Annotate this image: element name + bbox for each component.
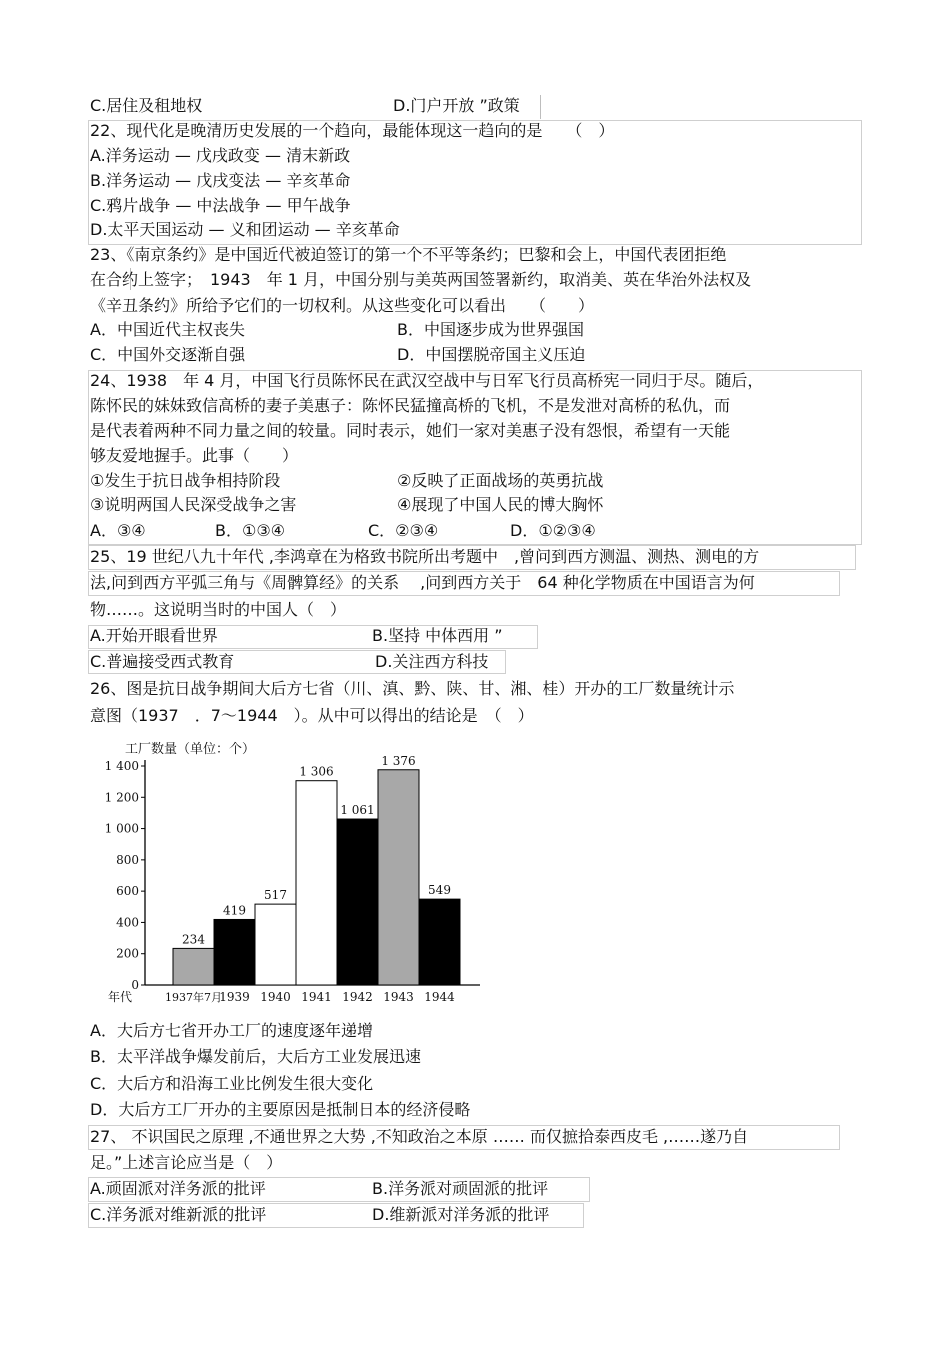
q22-option-a: A.洋务运动 — 戊戌政变 — 清末新政 [90, 146, 351, 165]
chart-y-axis-label: 工厂数量（单位：个） [125, 742, 256, 757]
q23-stem-line-2: 在合约上签字； 1943 年 1 月，中国分别与美英两国签署新约，取消美、英在华治外法权及 [90, 270, 752, 289]
chart-y-tick-label: 200 [116, 946, 139, 961]
chart-y-tick-label: 0 [131, 978, 139, 992]
q27-option-d: D.维新派对洋务派的批评 [372, 1205, 550, 1224]
q23-option-c: C．中国外交逐渐自强 [90, 345, 246, 364]
chart-bar-1942 [337, 819, 378, 985]
q27-stem-line-1: 27、 不识国民之原理 ,不通世界之大势 ,不知政治之本原 …… 而仅摭拾泰西皮毛 ,……遂乃自 [90, 1127, 749, 1146]
q26-option-b: B．太平洋战争爆发前后，大后方工业发展迅速 [90, 1047, 421, 1066]
q23-option-a: A．中国近代主权丧失 [90, 320, 245, 339]
q25-option-c: C.普遍接受西式教育 [90, 652, 235, 671]
q27-option-c: C.洋务派对维新派的批评 [90, 1205, 267, 1224]
q27-option-a: A.顽固派对洋务派的批评 [90, 1179, 266, 1198]
chart-x-tick-label: 1943 [383, 990, 414, 1004]
chart-data-label: 549 [428, 883, 451, 898]
chart-y-tick-label: 400 [116, 915, 139, 930]
q24-option-a: A．③④ [90, 521, 146, 540]
q26-option-c: C．大后方和沿海工业比例发生很大变化 [90, 1074, 374, 1093]
q27-option-b: B.洋务派对顽固派的批评 [372, 1179, 549, 1198]
chart-y-tick-label: 800 [116, 852, 139, 867]
chart-bar-1940 [255, 904, 296, 985]
chart-x-tick-label: 1939 [219, 990, 250, 1004]
chart-data-label: 1 306 [299, 764, 334, 779]
q24-stem-line-3: 是代表着两种不同力量之间的较量。同时表示，她们一家对美惠子没有怨恨，希望有一天能 [90, 421, 731, 440]
factory-count-bar-chart [90, 736, 490, 1016]
chart-bar-1943 [378, 770, 419, 985]
q24-item-3: ③说明两国人民深受战争之害 [90, 495, 297, 514]
q21-option-d: D.门户开放 ”政策 [393, 96, 520, 115]
q23-stem-line-3: 《辛丑条约》所给予它们的一切权利。从这些变化可以看出 （ ） [90, 296, 595, 315]
chart-bar-1941 [296, 781, 337, 985]
chart-x-tick-label: 1942 [342, 990, 373, 1004]
q24-option-b: B．①③④ [215, 521, 286, 540]
q24-item-4: ④展现了中国人民的博大胸怀 [397, 495, 604, 514]
chart-y-tick-label: 1 000 [104, 821, 139, 836]
q26-stem-line-2: 意图（1937 ．7～1944 ）。从中可以得出的结论是 （ ） [90, 706, 534, 725]
chart-y-tick-label: 1 200 [104, 790, 139, 805]
chart-bar-1937年7月 [173, 948, 214, 985]
chart-data-label: 517 [264, 888, 287, 903]
chart-data-label: 1 061 [340, 803, 375, 818]
chart-x-tick-label: 1940 [260, 990, 291, 1004]
q24-option-d: D．①②③④ [510, 521, 596, 540]
q24-stem-line-4: 够友爱地握手。此事（ ） [90, 446, 299, 465]
q25-option-b: B.坚持 中体西用 ” [372, 626, 503, 645]
q21-option-c: C.居住及租地权 [90, 96, 203, 115]
chart-bar-1939 [214, 919, 255, 985]
q22-option-b: B.洋务运动 — 戊戌变法 — 辛亥革命 [90, 171, 351, 190]
q24-stem-line-1: 24、1938 年 4 月，中国飞行员陈怀民在武汉空战中与日军飞行员高桥宪一同归于尽。随后， [90, 371, 764, 390]
q25-stem-line-2: 法,问到西方平弧三角与《周髀算经》的关系 ,问到西方关于 64 种化学物质在中国语言为何 [90, 573, 755, 592]
q25-option-a: A.开始开眼看世界 [90, 626, 218, 645]
chart-x-axis-label: 年代 [107, 990, 133, 1004]
q23-stem-line-1: 23、《南京条约》是中国近代被迫签订的第一个不平等条约；巴黎和会上，中国代表团拒绝 [90, 245, 727, 264]
scan-frame [540, 95, 541, 119]
chart-data-label: 234 [182, 932, 205, 947]
q22-stem: 22、现代化是晚清历史发展的一个趋向，最能体现这一趋向的是 （ ） [90, 121, 615, 140]
q24-item-2: ②反映了正面战场的英勇抗战 [397, 471, 604, 490]
q22-option-c: C.鸦片战争 — 中法战争 — 甲午战争 [90, 196, 351, 215]
q25-option-d: D.关注西方科技 [375, 652, 489, 671]
q24-item-1: ①发生于抗日战争相持阶段 [90, 471, 281, 490]
q26-stem-line-1: 26、图是抗日战争期间大后方七省（川、滇、黔、陕、甘、湘、桂）开办的工厂数量统计示 [90, 679, 735, 698]
chart-x-tick-label: 1937年7月 [165, 991, 222, 1004]
chart-y-tick-label: 600 [116, 884, 139, 899]
q23-option-d: D．中国摆脱帝国主义压迫 [397, 345, 586, 364]
q27-stem-line-2: 足。”上述言论应当是（ ） [90, 1153, 283, 1172]
chart-data-label: 419 [223, 903, 246, 918]
q24-stem-line-2: 陈怀民的妹妹致信高桥的妻子美惠子：陈怀民猛撞高桥的飞机，不是发泄对高桥的私仇，而 [90, 396, 731, 415]
q25-stem-line-1: 25、19 世纪八九十年代 ,李鸿章在为格致书院所出考题中 ,曾问到西方测温、测热、测电的方 [90, 547, 760, 566]
q22-option-d: D.太平天国运动 — 义和团运动 — 辛亥革命 [90, 220, 400, 239]
q24-option-c: C．②③④ [368, 521, 439, 540]
chart-y-tick-label: 1 400 [104, 759, 139, 773]
chart-bar-1944 [419, 899, 460, 985]
chart-x-tick-label: 1944 [424, 990, 455, 1004]
q23-option-b: B．中国逐步成为世界强国 [397, 320, 584, 339]
chart-data-label: 1 376 [381, 753, 416, 768]
chart-x-tick-label: 1941 [301, 990, 332, 1004]
q26-option-d: D．大后方工厂开办的主要原因是抵制日本的经济侵略 [90, 1100, 471, 1119]
q26-option-a: A．大后方七省开办工厂的速度逐年递增 [90, 1021, 373, 1040]
q25-stem-line-3: 物……。这说明当时的中国人（ ） [90, 600, 347, 619]
